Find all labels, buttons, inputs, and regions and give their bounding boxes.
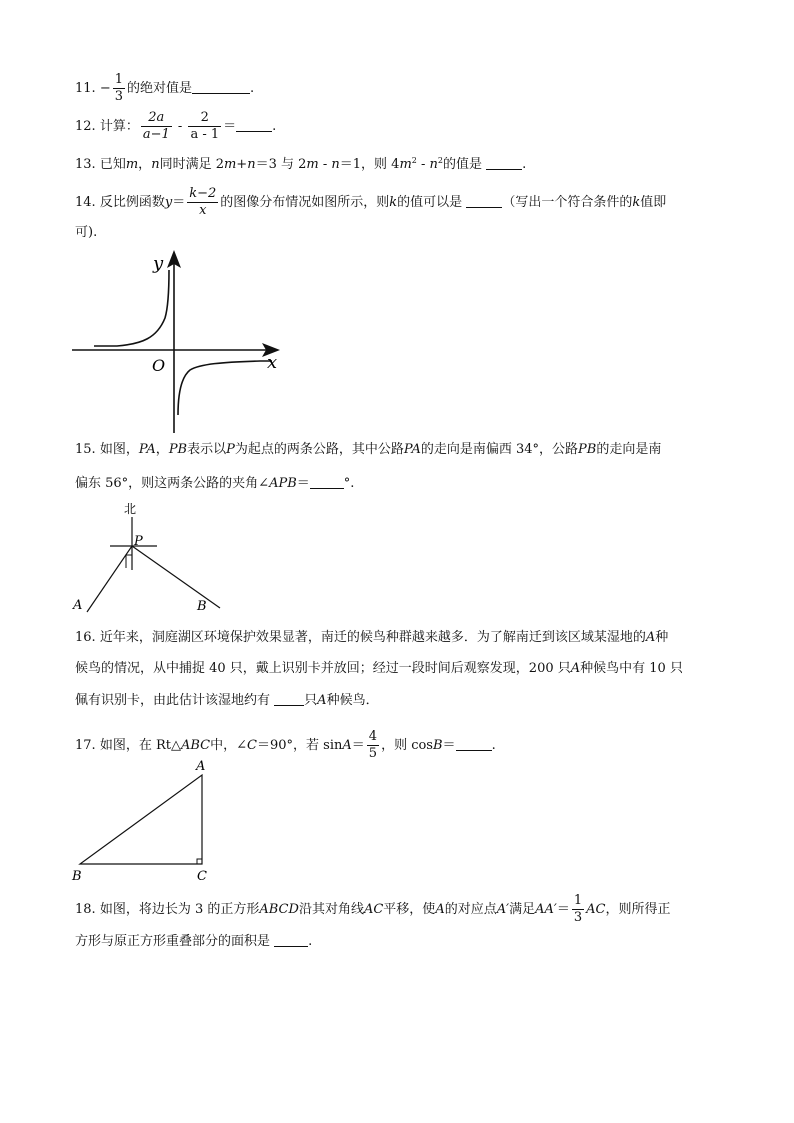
question-number: 17. <box>75 738 96 753</box>
text: 为起点的两条公路，其中公路 <box>234 442 404 457</box>
text: ，则所得正 <box>605 902 671 917</box>
fraction-numerator: 4 <box>368 729 378 744</box>
diagonal-ac: AC <box>586 902 606 917</box>
question-end: . <box>272 119 277 134</box>
text: 的值是 <box>443 157 483 172</box>
segment-pb: PB <box>168 442 188 457</box>
text: 佩有识别卡，由此估计该湿地约有 <box>75 693 271 708</box>
text: ＝ <box>442 738 456 753</box>
road-pa <box>87 546 132 612</box>
minus-sign: - <box>177 119 183 134</box>
text: ＝1，则 4 <box>339 157 400 172</box>
text: 中，∠ <box>210 738 248 753</box>
question-14-line-2: 可). <box>75 225 98 240</box>
point-p-label: P <box>134 534 143 549</box>
text: 只 <box>304 693 318 708</box>
text: ， <box>155 442 169 457</box>
answer-blank[interactable] <box>466 193 502 208</box>
fraction-denominator: 3 <box>573 910 583 925</box>
variable-m: m <box>125 157 139 172</box>
question-14 <box>75 186 666 219</box>
text: 沿其对角线 <box>298 902 364 917</box>
fraction-denominator: 3 <box>114 89 124 104</box>
question-end: . <box>250 81 255 96</box>
question-18-line-2 <box>75 932 312 951</box>
point-a-prime: A′ <box>496 902 510 917</box>
species-a: A <box>645 630 656 645</box>
triangle-abc: ABC <box>180 738 211 753</box>
right-triangle-diagram <box>70 756 220 884</box>
point-p: P <box>226 442 235 457</box>
species-a: A <box>317 693 327 708</box>
segment-pa: PA <box>403 442 421 457</box>
variable-m: m <box>306 157 319 172</box>
text: 的走向是南 <box>596 442 662 457</box>
angle-apb: APB <box>269 476 297 491</box>
point-c-label: C <box>197 869 207 884</box>
text: + <box>236 157 248 172</box>
text: 如图，在 Rt△ <box>99 738 181 753</box>
fraction <box>572 893 584 926</box>
question-number: 13. <box>75 157 96 172</box>
equals-sign: ＝ <box>223 119 237 134</box>
square-abcd: ABCD <box>259 902 299 917</box>
text: 偏东 56°，则这两条公路的夹角∠ <box>75 476 270 491</box>
fraction-denominator: a - 1 <box>190 127 220 142</box>
negative-sign: − <box>99 81 111 96</box>
text: ，则 cos <box>381 738 433 753</box>
hyperbola-branch-right <box>178 361 272 415</box>
variable-n: n <box>151 157 160 172</box>
point-b-label: B <box>72 869 82 884</box>
question-16-line-2 <box>75 660 683 678</box>
text: 种候鸟中有 10 只 <box>580 661 683 676</box>
text: 同时满足 2 <box>159 157 224 172</box>
question-15-line-2 <box>75 474 354 493</box>
text: 值即 <box>640 195 667 210</box>
point-a-label: A <box>73 598 83 613</box>
fraction-2 <box>188 110 221 143</box>
text: 种 <box>655 630 669 645</box>
fraction-numerator: k−2 <box>189 186 217 201</box>
point-a: A <box>435 902 445 917</box>
text: 种候鸟． <box>326 693 379 708</box>
road-pb <box>132 546 220 608</box>
question-15 <box>75 441 661 459</box>
fraction-numerator: 2a <box>141 110 172 127</box>
question-number: 11. <box>75 81 96 96</box>
fraction-denominator: a−1 <box>142 127 170 142</box>
variable-n: n <box>429 157 438 172</box>
point-b: B <box>432 738 443 753</box>
point-b-label: B <box>197 599 207 614</box>
x-axis-label: x <box>267 352 278 373</box>
fraction <box>367 729 379 762</box>
question-18 <box>75 893 670 926</box>
hyperbola-branch-left <box>94 270 169 346</box>
variable-m: m <box>399 157 412 172</box>
question-16 <box>75 629 668 647</box>
question-text: 计算： <box>99 119 139 134</box>
question-number: 18. <box>75 902 96 917</box>
angle-mark <box>126 555 132 568</box>
segment-aa-prime: AA′ <box>535 902 557 917</box>
point-a: A <box>342 738 352 753</box>
exponent: 2 <box>411 156 417 165</box>
text: 的图像分布情况如图所示，则 <box>220 195 390 210</box>
variable-y: y <box>164 195 173 210</box>
answer-blank[interactable] <box>486 155 522 170</box>
segment-pb: PB <box>578 442 597 457</box>
text: 平移，使 <box>383 902 436 917</box>
question-13 <box>75 152 526 174</box>
fraction-denominator: 5 <box>368 746 378 761</box>
answer-blank[interactable] <box>192 79 250 94</box>
text: ＝ <box>556 902 570 917</box>
question-16-line-3 <box>75 691 379 710</box>
fraction <box>113 72 125 105</box>
text: 的对应点 <box>444 902 497 917</box>
text: 候鸟的情况，从中捕捉 40 只，戴上识别卡并放回；经过一段时间后观察发现，200 只 <box>75 661 571 676</box>
y-axis-label: y <box>153 253 164 274</box>
text: 如图，将边长为 3 的正方形 <box>99 902 260 917</box>
question-text: 的绝对值是 <box>127 81 193 96</box>
text: ＝ <box>351 738 365 753</box>
point-a-label: A <box>196 759 206 774</box>
answer-blank[interactable] <box>456 736 492 751</box>
question-end: . <box>308 934 313 949</box>
text: ＝90°，若 sin <box>256 738 343 753</box>
text: 近年来，洞庭湖区环境保护效果显著，南迁的候鸟种群越来越多．为了解南迁到该区域某湿地的 <box>99 630 646 645</box>
text: 满足 <box>509 902 536 917</box>
question-number: 15. <box>75 442 96 457</box>
text: ＝3 与 2 <box>255 157 307 172</box>
north-label: 北 <box>124 502 137 516</box>
question-end: . <box>491 738 496 753</box>
text: 方形与原正方形重叠部分的面积是 <box>75 934 271 949</box>
fraction-numerator: 2 <box>188 110 221 127</box>
variable-m: m <box>223 157 237 172</box>
text: - <box>318 157 332 172</box>
question-number: 14. <box>75 195 96 210</box>
fraction-1 <box>141 110 172 143</box>
exponent: 2 <box>437 156 444 165</box>
fraction-numerator: 1 <box>114 72 124 87</box>
question-11 <box>75 72 254 105</box>
variable-k: k <box>389 195 398 210</box>
answer-blank[interactable] <box>310 474 344 489</box>
text: 如图， <box>99 442 139 457</box>
right-angle-mark <box>197 859 202 864</box>
equals-sign: ＝ <box>172 195 186 210</box>
fraction-denominator: x <box>199 203 207 218</box>
variable-n: n <box>247 157 256 172</box>
origin-label: O <box>152 356 166 375</box>
fraction <box>187 186 218 219</box>
point-c: C <box>247 738 257 753</box>
answer-blank[interactable] <box>274 691 304 706</box>
question-number: 16. <box>75 630 96 645</box>
text: 反比例函数 <box>99 195 165 210</box>
variable-n: n <box>331 157 340 172</box>
hyperbola-graph <box>72 248 282 433</box>
fraction-numerator: 1 <box>573 893 583 908</box>
answer-blank[interactable] <box>274 932 308 947</box>
text: 的值可以是 <box>397 195 463 210</box>
question-number: 12. <box>75 119 96 134</box>
text: 的走向是南偏西 34°，公路 <box>420 442 579 457</box>
text: ＝ <box>296 476 310 491</box>
text: °. <box>343 476 355 491</box>
answer-blank[interactable] <box>236 117 272 132</box>
text: ， <box>138 157 152 172</box>
segment-pa: PA <box>138 442 156 457</box>
text: 已知 <box>99 157 126 172</box>
text: （写出一个符合条件的 <box>502 195 633 210</box>
triangle-abc <box>80 775 202 864</box>
question-end: . <box>522 157 527 172</box>
text: - <box>416 157 430 172</box>
species-a: A <box>570 661 581 676</box>
diagonal-ac: AC <box>363 902 384 917</box>
text: 表示以 <box>187 442 227 457</box>
roads-diagram <box>70 500 230 615</box>
variable-k: k <box>632 195 641 210</box>
question-12 <box>75 110 276 143</box>
